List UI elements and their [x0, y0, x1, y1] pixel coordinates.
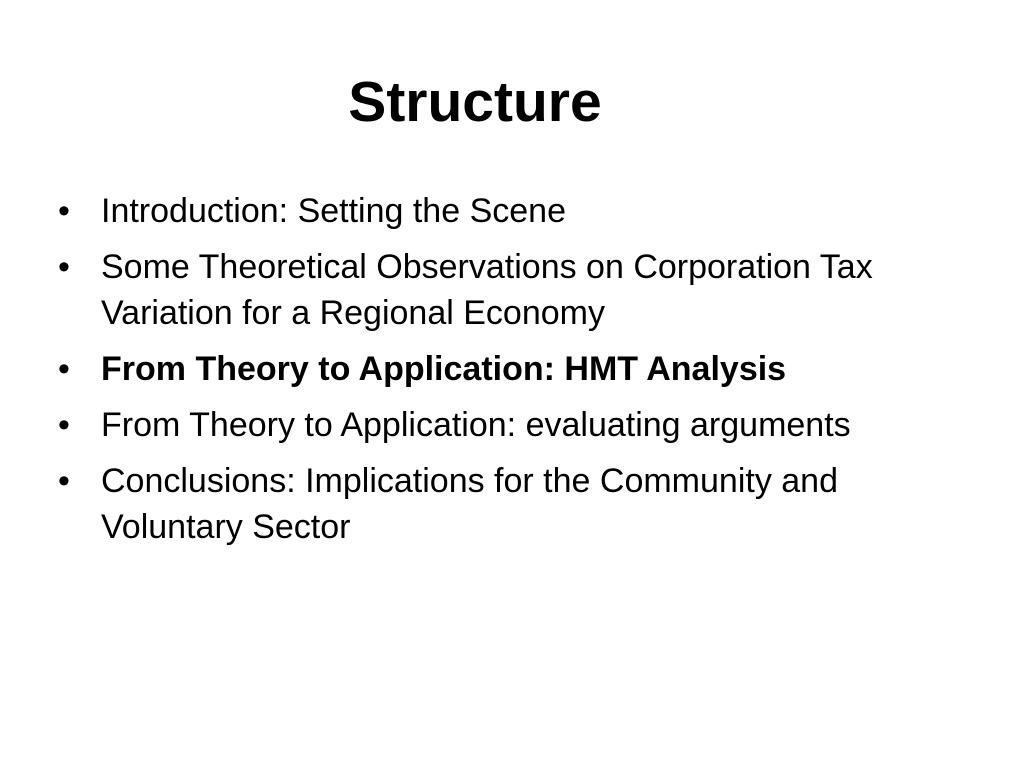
bullet-text: From Theory to Application: evaluating arguments — [101, 406, 851, 444]
slide-title: Structure — [348, 70, 602, 134]
bullet-icon: • — [58, 192, 70, 230]
bullet-text: Introduction: Setting the Scene — [101, 192, 566, 230]
bullet-item-evaluating-arguments — [58, 402, 958, 448]
bullet-icon: • — [58, 350, 70, 388]
bullet-text: Conclusions: Implications for the Community and Voluntary Sector — [101, 462, 838, 546]
bullet-item-conclusions — [58, 458, 958, 550]
bullet-icon: • — [58, 462, 70, 500]
bullet-item-theoretical-observations — [58, 244, 958, 336]
bullet-item-hmt-analysis — [58, 346, 958, 392]
bullet-text: From Theory to Application: HMT Analysis — [101, 350, 787, 388]
bullet-icon: • — [58, 406, 70, 444]
bullet-text: Some Theoretical Observations on Corporation Tax Variation for a Regional Economy — [101, 248, 873, 332]
bullet-list — [58, 188, 958, 560]
bullet-item-introduction — [58, 188, 958, 234]
bullet-icon: • — [58, 248, 70, 286]
